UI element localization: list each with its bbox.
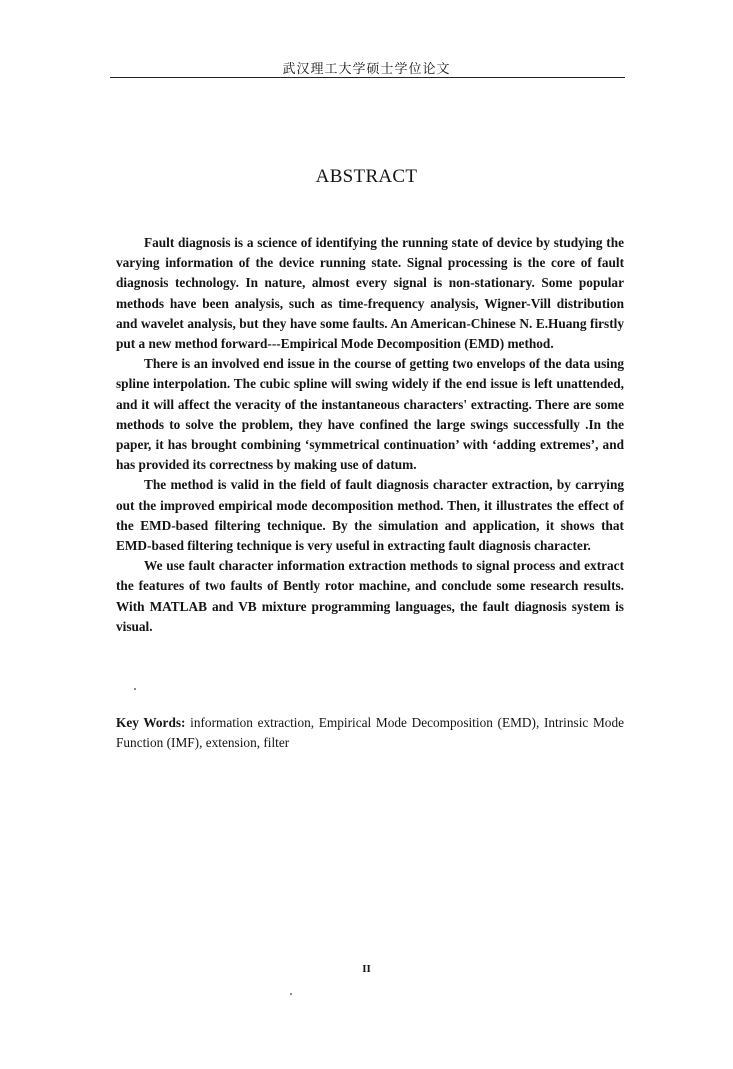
keywords-label: Key Words: [116, 715, 186, 730]
abstract-paragraph-3: The method is valid in the field of fault diagnosis character extraction, by carrying out the improved empirical mode decomposition method. Then, it illustrates the effect of the EMD-based filtering technique. By the simulation and application, it shows that EMD-based filtering technique is very useful in extracting fault diagnosis character. [116, 477, 624, 554]
abstract-title: ABSTRACT [315, 166, 418, 187]
header-rule [110, 77, 625, 78]
running-header: 武汉理工大学硕士学位论文 [282, 61, 451, 76]
scan-speck [290, 993, 292, 995]
scan-speck [134, 688, 136, 690]
keywords-line [116, 713, 624, 753]
abstract-paragraph-4: We use fault character information extraction methods to signal process and extract the features of two faults of Bently rotor machine, and conclude some research results. With MATLAB and VB mixture programming languages, the fault diagnosis system is visual. [116, 558, 624, 634]
abstract-body [116, 233, 624, 637]
abstract-paragraph-1: Fault diagnosis is a science of identifying the running state of device by studying the varying information of the device running state. Signal processing is the core of fault diagnosis technology. In nature, almost every signal is non-stationary. Some popular methods have been analysis, such as time-frequency analysis, Wigner-Vill distribution and wavelet analysis, but they have some faults. An American-Chinese N. E.Huang firstly put a new method forward---Empirical Mode Decomposition (EMD) method. [116, 235, 624, 352]
page-number: II [362, 963, 371, 975]
keywords-text: information extraction, Empirical Mode Decomposition (EMD), Intrinsic Mode Function (IMF), extension, filter [116, 715, 625, 750]
abstract-paragraph-2: There is an involved end issue in the course of getting two envelops of the data using spline interpolation. The cubic spline will swing widely if the end issue is left unattended, and it will affect the veracity of the instantaneous characters' extracting. There are some methods to solve the problem, they have confined the large swings successfully .In the paper, it has brought combining ‘symmetrical continuation’ with ‘adding extremes’, and has provided its correctness by making use of datum. [116, 356, 624, 473]
